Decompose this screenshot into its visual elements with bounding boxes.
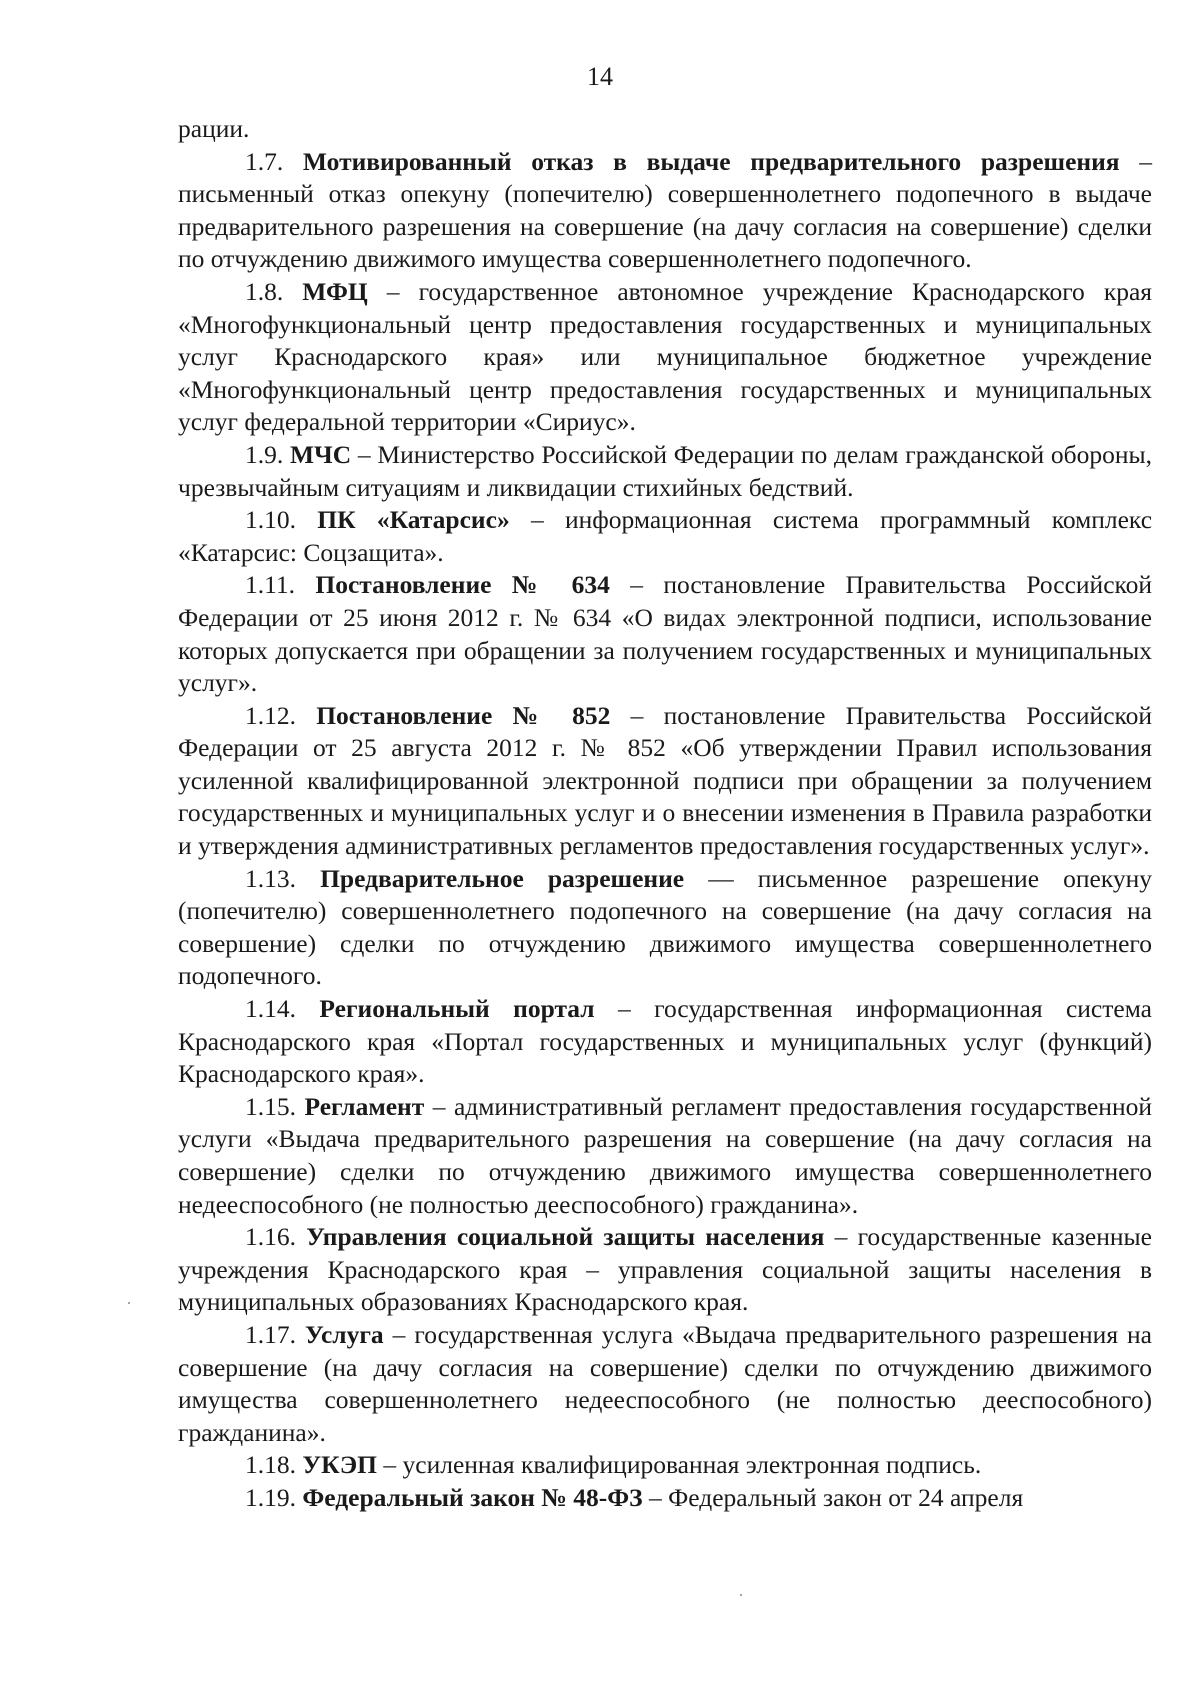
item-number: 1.12.	[245, 700, 296, 730]
item-number: 1.18.	[245, 1450, 296, 1480]
item-term: ПК «Катарсис»	[317, 505, 510, 535]
item-term: Мотивированный отказ в выдаче предварительного разрешения	[302, 146, 1120, 176]
item-term: Управления социальной защиты населения	[306, 1222, 825, 1252]
item-number: 1.11.	[245, 570, 296, 600]
item-term: Постановление № 852	[316, 700, 611, 730]
item-definition: – государственные казенные учреждения Краснодарского края – управления социальной защиты населения в муниципальных образованиях Краснодарского края.	[178, 1222, 1152, 1317]
scan-speck	[740, 1594, 742, 1596]
item-definition: – Министерство Российской Федерации по делам гражданской обороны, чрезвычайным ситуациям и ликвидации стихийных бедствий.	[178, 439, 1152, 502]
page-number: 14	[587, 62, 613, 91]
definition-item	[178, 569, 1152, 699]
definition-item	[178, 1449, 1152, 1482]
item-term: Регламент	[304, 1091, 425, 1121]
item-definition: – постановление Правительства Российской Федерации от 25 июня 2012 г. № 634 «О видах электронной подписи, использование которых допускается при обращении за получением государственных и муниципальных услуг».	[178, 570, 1153, 698]
definitions-body	[178, 113, 1152, 1515]
item-term: УКЭП	[302, 1450, 378, 1480]
definition-item	[178, 504, 1152, 569]
item-definition: – усиленная квалифицированная электронная подпись.	[377, 1450, 982, 1480]
definitions-list	[178, 146, 1152, 1515]
item-term: Постановление № 634	[315, 570, 610, 600]
item-number: 1.8.	[245, 276, 284, 306]
definition-item	[178, 1221, 1152, 1319]
item-definition: – постановление Правительства Российской Федерации от 25 августа 2012 г. № 852 «Об утверждении Правил использования усиленной квалифицированной электронной подписи при обращении за получением государственных и муниципальных услуг и о внесении изменения в Правила разработки и утверждения административных регламентов предоставления государственных услуг».	[178, 700, 1153, 861]
item-definition: – письменный отказ опекуну (попечителю) совершеннолетнего подопечного в выдаче предварительного разрешения на совершение (на дачу согласия на совершение) сделки по отчуждению движимого имущества совершеннолетнего подопечного.	[178, 146, 1152, 274]
definition-item	[178, 700, 1152, 863]
definition-item	[178, 146, 1152, 276]
definition-item	[178, 1482, 1152, 1515]
scan-speck	[128, 1302, 130, 1304]
item-definition: — письменное разрешение опекуну (попечителю) совершеннолетнего подопечного на совершение (на дачу согласия на совершение) сделки по отчуждению движимого имущества совершеннолетнего подопечного.	[178, 863, 1153, 991]
item-definition: – административный регламент предоставления государственной услуги «Выдача предварительного разрешения на совершение (на дачу согласия на совершение) сделки по отчуждению движимого имущества совершеннолетнего недееспособного (не полностью дееспособного) гражданина».	[178, 1091, 1152, 1219]
definition-item	[178, 993, 1152, 1091]
item-definition: – государственное автономное учреждение Краснодарского края «Многофункциональный центр предоставления государственных и муниципальных услуг Краснодарского края» или муниципальное бюджетное учреждение «Многофункциональный центр предоставления государственных и муниципальных услуг федеральной территории «Сириус».	[178, 276, 1153, 437]
item-term: МФЦ	[302, 276, 368, 306]
continued-text: рации.	[178, 114, 250, 143]
definition-item	[178, 1091, 1152, 1221]
item-number: 1.9.	[245, 439, 284, 469]
item-number: 1.16.	[245, 1222, 296, 1252]
definition-item	[178, 863, 1152, 993]
item-number: 1.13.	[245, 863, 296, 893]
item-number: 1.19.	[245, 1482, 296, 1512]
definition-item	[178, 1319, 1152, 1449]
item-term: МЧС	[289, 439, 352, 469]
definition-item	[178, 276, 1152, 439]
item-number: 1.17.	[245, 1319, 296, 1349]
item-term: Предварительное разрешение	[320, 863, 685, 893]
item-term: Услуга	[304, 1319, 384, 1349]
item-definition: – информационная система программный комплекс «Катарсис: Соцзащита».	[178, 505, 1153, 567]
item-definition: – Федеральный закон от 24 апреля	[642, 1482, 1024, 1512]
item-number: 1.10.	[245, 505, 296, 535]
item-term: Региональный портал	[319, 994, 595, 1024]
item-definition: – государственная информационная система Краснодарского края «Портал государственных и муниципальных услуг (функций) Краснодарского края».	[178, 994, 1152, 1089]
item-definition: – государственная услуга «Выдача предварительного разрешения на совершение (на дачу согласия на совершение) сделки по отчуждению движимого имущества совершеннолетнего недееспособного (не полностью дееспособного) гражданина».	[178, 1319, 1152, 1447]
definition-item	[178, 439, 1152, 504]
item-number: 1.15.	[245, 1091, 296, 1121]
item-number: 1.14.	[245, 994, 296, 1024]
item-number: 1.7.	[245, 146, 284, 176]
item-term: Федеральный закон № 48-ФЗ	[302, 1482, 643, 1512]
